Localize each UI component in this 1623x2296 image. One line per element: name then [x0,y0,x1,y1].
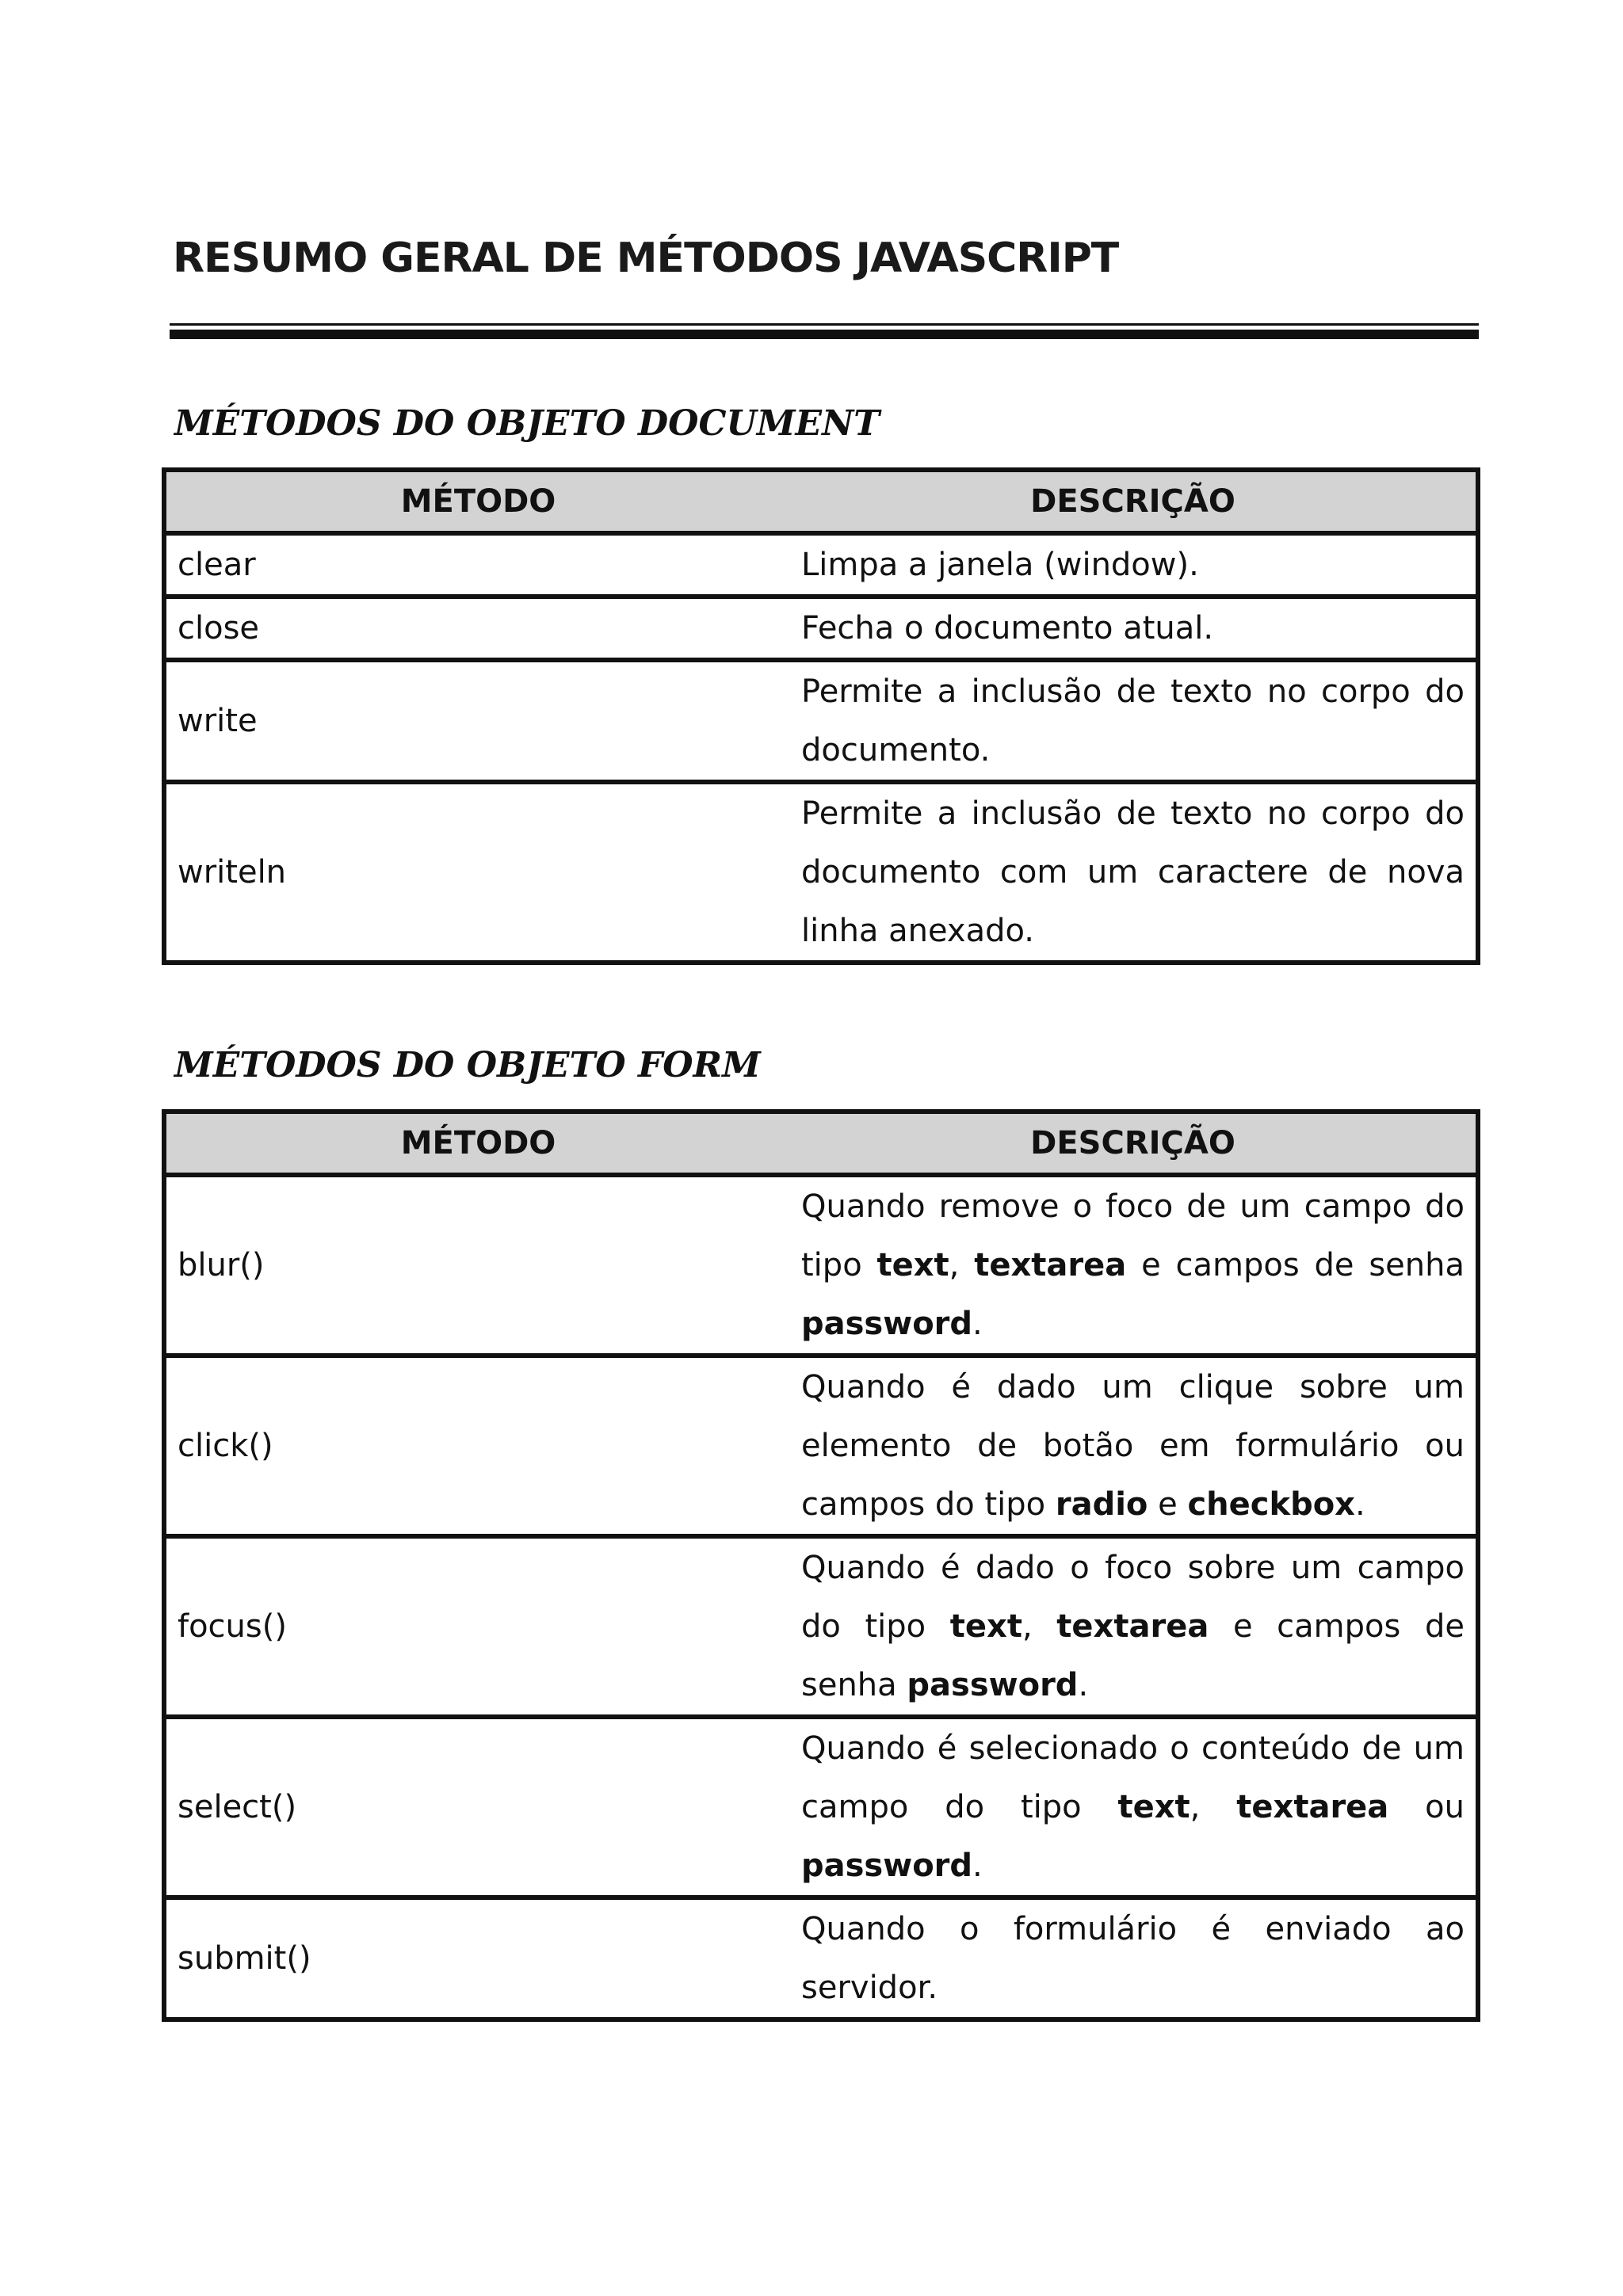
method-description: Quando remove o foco de um campo do tipo text, textarea e campos de senha password. [790,1175,1478,1356]
bold-keyword: text [1117,1789,1190,1825]
table-row [164,1356,1478,1536]
table-header-row [164,1112,1478,1175]
method-description: Quando é dado um clique sobre um elemento de botão em formulário ou campos do tipo radio e checkbox. [790,1356,1478,1536]
table-row [164,782,1478,963]
table-row [164,1175,1478,1356]
method-description: Permite a inclusão de texto no corpo do documento com um caractere de nova linha anexado. [790,782,1478,963]
title-rule-thin [170,323,1479,326]
document-methods-table [162,467,1480,965]
table-row [164,533,1478,597]
bold-keyword: password [801,1306,973,1342]
form-methods-table [162,1109,1480,2022]
column-header-description: DESCRIÇÃO [790,1112,1478,1175]
method-name: blur() [164,1175,790,1356]
bold-keyword: password [801,1848,973,1884]
column-header-description: DESCRIÇÃO [790,470,1478,533]
title-rule-thick [170,330,1479,339]
method-description: Quando é dado o foco sobre um campo do tipo text, textarea e campos de senha password. [790,1536,1478,1717]
bold-keyword: textarea [974,1247,1127,1283]
method-name: close [164,597,790,660]
method-name: clear [164,533,790,597]
method-description: Fecha o documento atual. [790,597,1478,660]
bold-keyword: text [876,1247,949,1283]
bold-keyword: password [907,1667,1079,1703]
method-description: Quando o formulário é enviado ao servidor. [790,1897,1478,2019]
table-row [164,1717,1478,1897]
method-description: Limpa a janela (window). [790,533,1478,597]
bold-keyword: checkbox [1187,1486,1355,1523]
method-description: Permite a inclusão de texto no corpo do documento. [790,660,1478,782]
method-name: write [164,660,790,782]
method-name: select() [164,1717,790,1897]
bold-keyword: textarea [1056,1608,1209,1645]
table-header-row [164,470,1478,533]
bold-keyword: textarea [1236,1789,1389,1825]
method-description: Quando é selecionado o conteúdo de um campo do tipo text, textarea ou password. [790,1717,1478,1897]
section-heading-document: MÉTODOS DO OBJETO DOCUMENT [174,403,880,444]
table-row [164,1897,1478,2019]
method-name: writeln [164,782,790,963]
method-name: focus() [164,1536,790,1717]
section-heading-form: MÉTODOS DO OBJETO FORM [174,1045,761,1085]
method-name: submit() [164,1897,790,2019]
column-header-method: MÉTODO [164,470,790,533]
table-row [164,660,1478,782]
table-row [164,1536,1478,1717]
bold-keyword: radio [1055,1486,1148,1523]
column-header-method: MÉTODO [164,1112,790,1175]
bold-keyword: text [949,1608,1022,1645]
method-name: click() [164,1356,790,1536]
page-title: RESUMO GERAL DE MÉTODOS JAVASCRIPT [173,235,1119,282]
table-row [164,597,1478,660]
